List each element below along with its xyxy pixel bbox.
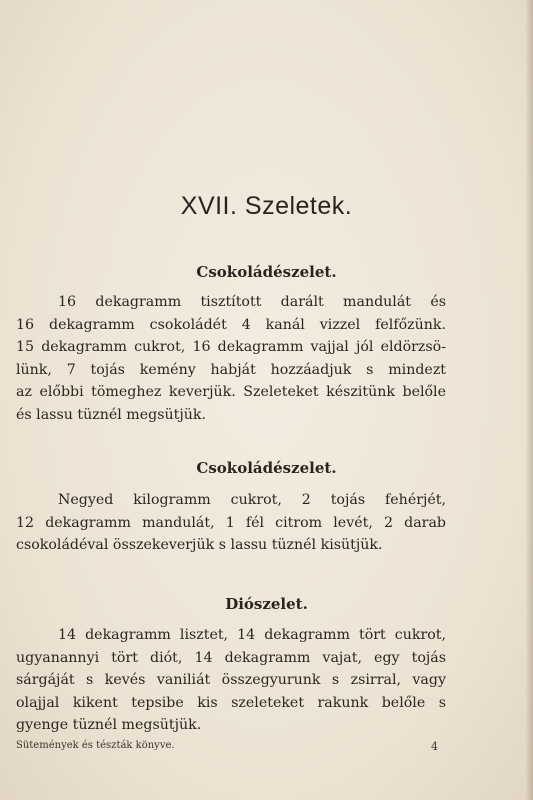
recipe-3-line-4: olajjal kikent tepsibe kis szeleteket rakunk belőle s [16, 694, 446, 711]
recipe-2-line-1: Negyed kilogramm cukrot, 2 tojás fehérjét, [58, 492, 446, 508]
recipe-title-2: Csokoládészelet. [196, 459, 337, 477]
page-edge-shadow [525, 0, 533, 800]
recipe-text-1 [16, 291, 446, 426]
recipe-text-3 [16, 624, 446, 737]
recipe-1-line-4: lünk, 7 tojás kemény habját hozzáadjuk s mindezt [16, 361, 446, 378]
recipe-title-3: Diószelet. [225, 595, 308, 613]
recipe-1-line-3: 15 dekagramm cukrot, 16 dekagramm vajjal jól eldörzsö- [16, 339, 446, 355]
recipe-1-line-6: és lassu tüznél megsütjük. [16, 406, 206, 423]
recipe-1-line-5: az előbbi tömeghez keverjük. Szeleteket készitünk belőle [16, 384, 446, 400]
recipe-3-line-2: ugyanannyi tört diót, 14 dekagramm vajat, egy tojás [16, 649, 446, 666]
chapter-title: XVII. Szeletek. [180, 192, 353, 220]
footer-page-number: 4 [431, 740, 438, 753]
recipe-2-line-3: csokoládéval összekeverjük s lassu tüznél kisütjük. [16, 537, 383, 553]
recipe-1-line-2: 16 dekagramm csokoládét 4 kanál vizzel felfőzünk. [16, 316, 446, 333]
recipe-3-line-3: sárgáját s kevés vaniliát összegyurunk s zsirral, vagy [16, 672, 446, 688]
recipe-3-line-1: 14 dekagramm lisztet, 14 dekagramm tört cukrot, [58, 627, 446, 643]
recipe-text-2 [16, 489, 446, 557]
recipe-3-line-5: gyenge tüznél megsütjük. [16, 717, 202, 733]
footer-book-title: Sütemények és tészták könyve. [16, 740, 175, 751]
recipe-2-line-2: 12 dekagramm mandulát, 1 fél citrom levét, 2 darab [16, 514, 446, 531]
recipe-title-1: Csokoládészelet. [196, 263, 337, 281]
recipe-1-line-1: 16 dekagramm tisztított darált mandulát és [58, 294, 446, 310]
